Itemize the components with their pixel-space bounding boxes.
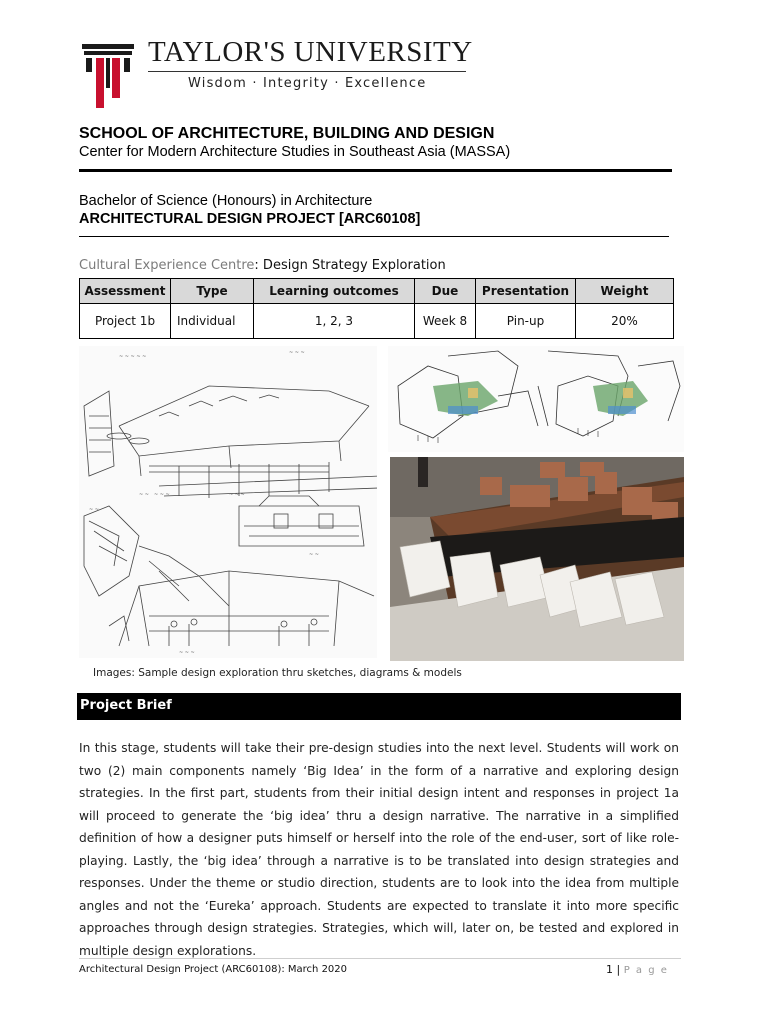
assessment-table [79,278,674,339]
svg-text:~ ~ ~: ~ ~ ~ [154,492,170,498]
table-header-cell: Presentation [476,279,576,304]
footer-page [606,963,668,976]
image-caption: Images: Sample design exploration thru sketches, diagrams & models [93,667,462,679]
physical-model-photo [390,457,684,661]
project-subtitle [79,258,446,273]
svg-text:~ ~ ~ ~ ~: ~ ~ ~ ~ ~ [119,354,147,360]
table-cell: Individual [171,304,254,339]
svg-text:~ ~ ~: ~ ~ ~ [289,350,305,356]
table-cell: 1, 2, 3 [254,304,415,339]
table-header-row [80,279,674,304]
degree-name: Bachelor of Science (Honours) in Architecture [79,193,373,209]
center-name: Center for Modern Architecture Studies in Southeast Asia (MASSA) [79,144,511,160]
table-cell: Week 8 [415,304,476,339]
footer-divider [79,958,681,959]
svg-text:~ ~: ~ ~ [139,492,149,498]
university-motto: Wisdom · Integrity · Excellence [188,76,427,91]
svg-text:~ ~ ~: ~ ~ ~ [229,492,245,498]
table-header-cell: Assessment [80,279,171,304]
table-header-cell: Type [171,279,254,304]
course-title: ARCHITECTURAL DESIGN PROJECT [ARC60108] [79,211,421,227]
svg-text:~ ~: ~ ~ [309,552,319,558]
project-brief-paragraph: In this stage, students will take their pre-design studies into the next level. Students will work on two (2) main components namely ‘Big Idea’ in the form of a narrative and exploring design strategies. In the first part, students from their initial design intent and responses in project 1a will proceed to generate the ‘big idea’ thru a design narrative. The narrative in a simplified definition of how a designer puts himself or herself into the role of the end-user, sort of like role-playing. Lastly, the ‘big idea’ through a narrative is to be translated into design strategies and responses. Under the theme or studio direction, students are to look into the idea from multiple angles and not the ‘Eureka’ approach. Students are expected to translate it into more specific approaches through design strategies. Strategies, which will, later on, be tested and explored in multiple design explorations. [79,741,679,958]
table-header-cell: Weight [576,279,674,304]
thick-divider [79,169,672,172]
university-name: TAYLOR'S UNIVERSITY [148,36,473,68]
axonometric-diagrams-image [388,346,684,452]
thin-divider [79,236,669,237]
table-header-cell: Due [415,279,476,304]
university-logo [82,42,134,110]
svg-text:~ ~: ~ ~ [89,507,99,513]
school-name: SCHOOL OF ARCHITECTURE, BUILDING AND DESIGN [79,125,495,142]
header-divider [148,71,466,72]
footer-course: Architectural Design Project (ARC60108): March 2020 [79,964,348,975]
table-cell: 20% [576,304,674,339]
subtitle-stage: : Design Strategy Exploration [254,258,446,273]
section-title: Project Brief [80,698,172,713]
table-cell: Pin-up [476,304,576,339]
subtitle-project-name: Cultural Experience Centre [79,258,255,273]
table-cell: Project 1b [80,304,171,339]
page-separator: | [616,963,621,976]
svg-text:~ ~ ~: ~ ~ ~ [179,650,195,656]
design-sketches-image [79,346,377,658]
table-row [80,304,674,339]
page-number: 1 [606,963,613,976]
page-label: P a g e [623,965,669,976]
table-header-cell: Learning outcomes [254,279,415,304]
